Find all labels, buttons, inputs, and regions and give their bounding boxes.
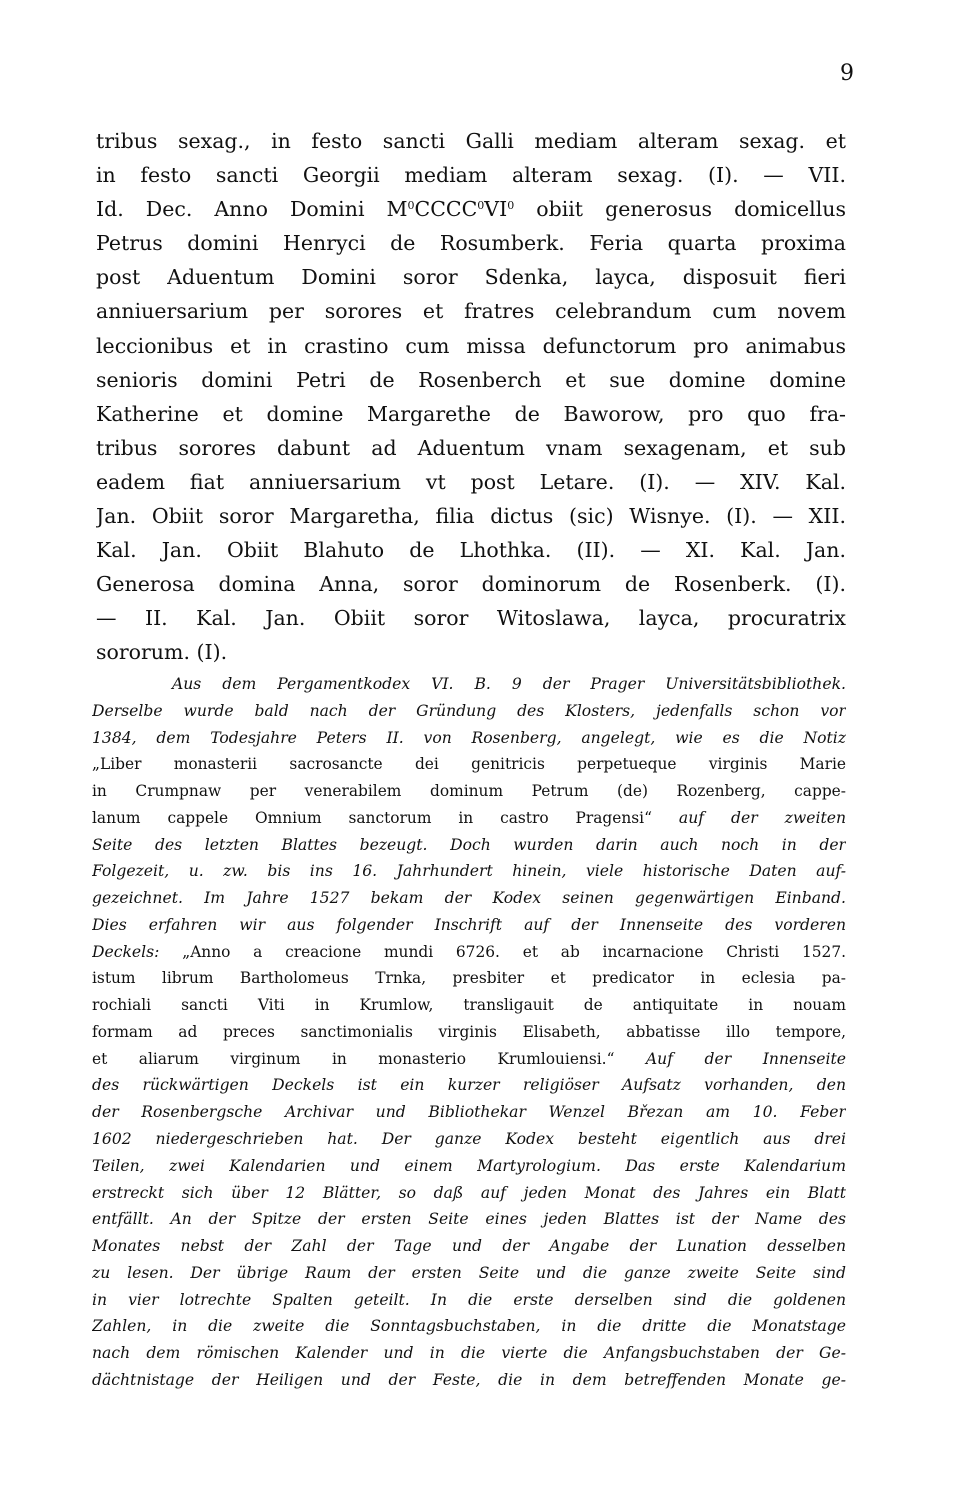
italic-segment: Zahlen, in die zweite die Sonntagsbuchstaben, in die dritte die Monatstage xyxy=(92,1317,846,1336)
roman-segment: „Anno a creacione mundi 6726. et ab incarnacione Christi 1527. xyxy=(182,942,846,961)
superscript: 0 xyxy=(477,199,485,213)
footnote-line xyxy=(92,885,846,912)
italic-segment: dächtnistage der Heiligen und der Feste, die in dem betreffenden Monate ge- xyxy=(92,1370,846,1389)
italic-segment: nach dem römischen Kalender und in die vierte die Anfangsbuchstaben der Ge- xyxy=(92,1344,846,1363)
italic-segment: des rückwärtigen Deckels ist ein kurzer religiöser Aufsatz vorhanden, den xyxy=(92,1076,846,1095)
roman-segment: formam ad preces sanctimonialis virginis Elisabeth, abbatisse illo tempore, xyxy=(92,1022,846,1041)
roman-segment: rochiali sancti Viti in Krumlow, transligauit de antiquitate in nouam xyxy=(92,996,846,1015)
main-text-line: tribus sorores dabunt ad Aduentum vnam sexagenam, et sub xyxy=(96,435,846,460)
page-number: 9 xyxy=(840,61,854,86)
footnote-line xyxy=(92,912,846,939)
italic-segment: zu lesen. Der übrige Raum der ersten Seite und die ganze zweite Seite sind xyxy=(92,1263,846,1282)
main-text-line: leccionibus et in crastino cum missa defunctorum pro animabus xyxy=(96,333,846,358)
footnote-line xyxy=(92,992,846,1019)
footnote-line xyxy=(92,832,846,859)
main-text-line: in festo sancti Georgii mediam alteram sexag. (I). — VII. xyxy=(96,163,846,188)
footnote-line xyxy=(92,1367,846,1394)
italic-segment: Teilen, zwei Kalendarien und einem Martyrologium. Das erste Kalendarium xyxy=(92,1156,846,1175)
footnote-line xyxy=(92,1019,846,1046)
footnote-line xyxy=(92,1233,846,1260)
italic-segment: 1384, dem Todesjahre Peters II. von Rosenberg, angelegt, wie es die Notiz xyxy=(92,728,846,747)
roman-segment: lanum cappele Omnium sanctorum in castro Pragensi“ xyxy=(92,808,679,827)
roman-segment: istum librum Bartholomeus Trnka, presbiter et predicator in eclesia pa- xyxy=(92,969,846,988)
footnote-line xyxy=(92,939,846,966)
italic-segment: 1602 niedergeschrieben hat. Der ganze Kodex besteht eigentlich aus drei xyxy=(92,1130,846,1149)
main-text-line: Kal. Jan. Obiit Blahuto de Lhothka. (II). — XI. Kal. Jan. xyxy=(96,538,846,563)
italic-segment: Seite des letzten Blattes bezeugt. Doch wurden darin auch noch in der xyxy=(92,835,846,854)
footnote-line xyxy=(92,1340,846,1367)
footnote-line xyxy=(92,1313,846,1340)
footnote-line xyxy=(92,1260,846,1287)
footnote-line xyxy=(92,1072,846,1099)
italic-segment: entfällt. An der Spitze der ersten Seite eines jeden Blattes ist der Name des xyxy=(92,1210,846,1229)
italic-segment: Derselbe wurde bald nach der Gründung des Klosters, jedenfalls schon vor xyxy=(92,701,846,720)
roman-segment: in Crumpnaw per venerabilem dominum Petrum (de) Rozenberg, cappe- xyxy=(92,782,846,801)
main-text-line: — II. Kal. Jan. Obiit soror Witoslawa, layca, procuratrix xyxy=(96,606,846,631)
italic-segment: in vier lotrechte Spalten geteilt. In die erste derselben sind die goldenen xyxy=(92,1290,846,1309)
main-text-block xyxy=(96,124,846,670)
italic-segment: Dies erfahren wir aus folgender Inschrift auf der Innenseite des vorderen xyxy=(92,915,846,934)
footnote-line xyxy=(92,965,846,992)
footnote-line xyxy=(92,1046,846,1073)
superscript: 0 xyxy=(507,199,515,213)
footnote-line xyxy=(92,1180,846,1207)
footnote-line xyxy=(92,1206,846,1233)
footnote-line xyxy=(92,858,846,885)
footnote-line xyxy=(92,1287,846,1314)
footnote-line xyxy=(92,698,846,725)
footnote-line xyxy=(92,1099,846,1126)
main-text-line: sororum. (I). xyxy=(96,640,228,665)
italic-segment: der Rosenbergsche Archivar und Bibliothekar Wenzel Březan am 10. Feber xyxy=(92,1103,846,1122)
italic-segment: gezeichnet. Im Jahre 1527 bekam der Kodex seinen gegenwärtigen Einband. xyxy=(92,889,846,908)
main-text-line: tribus sexag., in festo sancti Galli mediam alteram sexag. et xyxy=(96,129,846,153)
italic-segment: Aus dem Pergamentkodex VI. B. 9 der Prager Universitätsbibliothek. xyxy=(172,675,846,693)
main-text-line: Jan. Obiit soror Margaretha, filia dictus (sic) Wisnye. (I). — XII. xyxy=(96,504,846,529)
main-text-line: post Aduentum Domini soror Sdenka, layca, disposuit fieri xyxy=(96,265,846,290)
footnote-line xyxy=(92,751,846,778)
main-text-line: eadem fiat anniuersarium vt post Letare. (I). — XIV. Kal. xyxy=(96,469,846,494)
footnote-line xyxy=(92,1153,846,1180)
footnote-line xyxy=(92,805,846,832)
main-text-line: Petrus domini Henryci de Rosumberk. Feria quarta proxima xyxy=(96,231,846,256)
italic-segment: Folgezeit, u. zw. bis ins 16. Jahrhundert hinein, viele historische Daten auf- xyxy=(92,862,846,881)
main-text-line: Generosa domina Anna, soror dominorum de Rosenberk. (I). xyxy=(96,572,846,597)
footnote-block xyxy=(92,671,846,1394)
roman-segment: „Liber monasterii sacrosancte dei genitricis perpetueque virginis Marie xyxy=(92,755,846,774)
superscript: 0 xyxy=(407,199,415,213)
footnote-line xyxy=(92,778,846,805)
footnote-line xyxy=(92,725,846,752)
italic-segment: erstreckt sich über 12 Blätter, so daß auf jeden Monat des Jahres ein Blatt xyxy=(92,1183,846,1202)
italic-segment: Monates nebst der Zahl der Tage und der Angabe der Lunation desselben xyxy=(92,1237,846,1256)
footnote-line xyxy=(92,671,846,698)
main-text-line: anniuersarium per sorores et fratres celebrandum cum novem xyxy=(96,299,846,324)
main-text-line: Katherine et domine Margarethe de Baworow, pro quo fra- xyxy=(96,401,846,426)
main-text-line: senioris domini Petri de Rosenberch et sue domine domine xyxy=(96,367,846,392)
italic-segment: Auf der Innenseite xyxy=(645,1049,846,1068)
main-text-line: Id. Dec. Anno Domini $M^0CCCC^0VI^0$ obiit generosus domicellus xyxy=(96,197,846,222)
italic-segment: Deckels: xyxy=(92,942,183,961)
footnote-line xyxy=(92,1126,846,1153)
roman-segment: et aliarum virginum in monasterio Krumlouiensi.“ xyxy=(92,1049,646,1068)
italic-segment: auf der zweiten xyxy=(678,808,846,827)
